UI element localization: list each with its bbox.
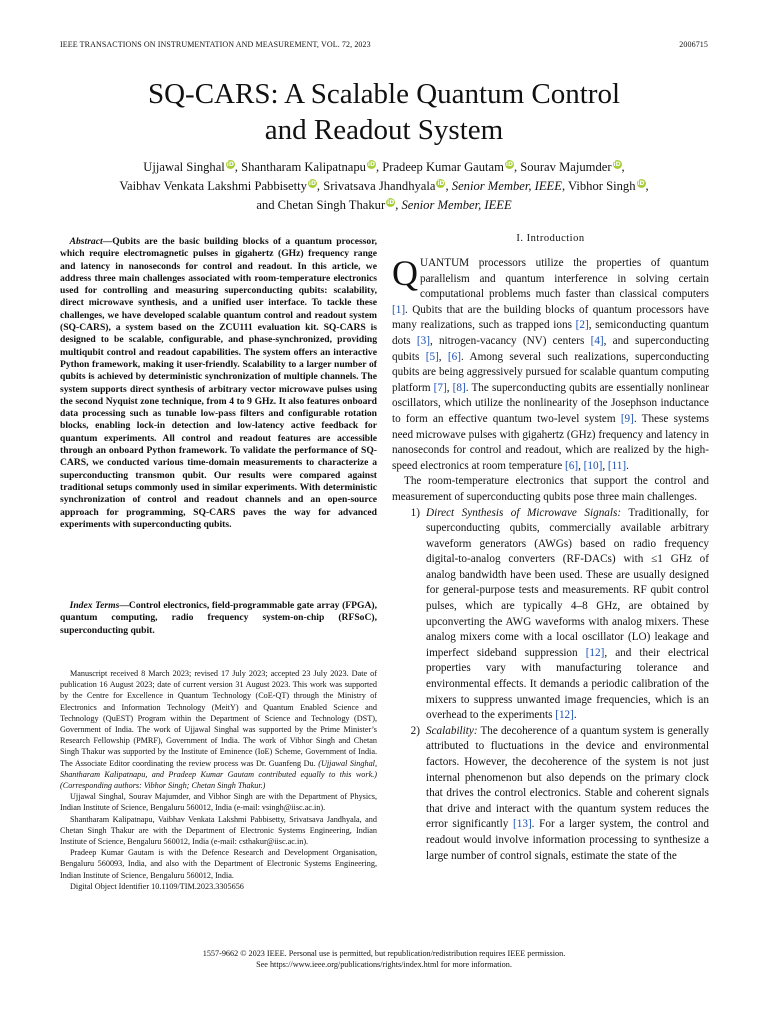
- section-heading: I. Introduction: [516, 233, 585, 244]
- author-name: Ujjawal Singhal: [143, 160, 225, 174]
- citation-link[interactable]: [11]: [607, 459, 627, 472]
- list-item-heading: Scalability:: [426, 724, 478, 737]
- author-name: Shantharam Kalipatnapu: [241, 160, 366, 174]
- footnote-manuscript: Manuscript received 8 March 2023; revised 17 July 2023; accepted 23 July 2023. Date of publication 16 August 2023; date of current version 31 August 2023. This work was supported by the Centre for Excellence in Quantum Technology (CoE-QT) through the Ministry of Electronics and Information Technology (MeitY) and Quantum Enabled Science and Technology (QuEST) Program within the Department of Science and Technology (DST), Government of India. The work of Ujjawal Singhal was supported by the Prime Minister’s Research Fellowship (PMRF), Government of India. The work of Vibhor Singh and Chetan Singh Thakur was supported by the Institute of Eminence (IoE) Scheme, Government of India. The Associate Editor coordinating the review process was Dr. Guanfeng Du. (Ujjawal Singhal, Shantharam Kalipatnapu, and Pradeep Kumar Gautam contributed equally to this work.) (Corresponding authors: Vibhor Singh; Chetan Singh Thakur.): [60, 669, 377, 791]
- orcid-icon[interactable]: iD: [613, 160, 621, 168]
- intro-paragraph: The room-temperature electronics that support the control and measurement of superconducting qubits pose three main challenges.: [392, 475, 709, 503]
- intro-paragraph: QUANTUM processors utilize the properties of quantum parallelism and quantum interference in solving certain computational problems much faster than classical computers [1]. Qubits that are the building blocks of quantum processors have many realizations, such as trapped ions [2], semiconducting quantum dots [3], nitrogen-vacancy (NV) centers [4], and superconducting qubits [5], [6]. Among several such realizations, superconducting qubits are being aggressively pursued for scalable quantum computing platform [7], [8]. The superconducting qubits are essentially nonlinear oscillators, which utilize the nonlinearity of the Josephson inductance to form an effective quantum two-level system [9]. These systems need microwave pulses with gigahertz (GHz) frequency and latency in nanoseconds for control and readout, which are realized by the high-speed electronics at room temperature [6], [10], [11].: [392, 253, 709, 472]
- citation-link[interactable]: [12]: [555, 709, 574, 722]
- index-terms-text: Control electronics, field-programmable gate array (FPGA), quantum computing, radio frequency system-on-chip (RFSoC), superconducting qubit.: [60, 600, 377, 636]
- citation-link[interactable]: [6]: [565, 459, 579, 472]
- author-name: Sourav Majumder: [520, 160, 612, 174]
- footnote-affiliation: Pradeep Kumar Gautam is with the Defence Research and Development Organisation, Bengaluru 560093, India, and also with the Department of Electronic Systems Engineering, Indian Institute of Science, Bengaluru 560012, India.: [60, 848, 377, 880]
- orcid-icon[interactable]: iD: [308, 179, 316, 187]
- citation-link[interactable]: [13]: [513, 818, 532, 831]
- author-name: Vibhor Singh: [568, 179, 636, 193]
- footnote-affiliation: Shantharam Kalipatnapu, Vaibhav Venkata Lakshmi Pabbisetty, Srivatsava Jandhyala, and Chetan Singh Thakur are with the Department of Electronic Systems Engineering, Indian Institute of Science, Bengaluru 560012, India (e-mail: csthakur@iisc.ac.in).: [60, 814, 377, 847]
- index-terms: Index Terms—Control electronics, field-programmable gate array (FPGA), quantum computing, radio frequency system-on-chip (RFSoC), superconducting qubit.: [60, 600, 377, 636]
- abstract: Abstract—Qubits are the basic building blocks of a quantum processor, which require electromagnetic pulses in gigahertz (GHz) frequency range and latency in nanoseconds for control and readout. In this article, we address three main challenges associated with room-temperature electronics used for controlling and measuring superconducting qubits: scalability, direct microwave synthesis, and a unified user interface. To tackle these challenges, we have developed scalable quantum control and readout system (SQ-CARS), a system based on the ZCU111 evaluation kit. SQ-CARS is designed to be scalable, configurable, and phase-synchronized, providing multiqubit control and readout capabilities. The system offers an interactive Python framework, making it user-friendly. Scalability to a larger number of qubits is achieved by deterministic synchronization of multiple channels. The system supports direct synthesis of arbitrary vector microwave pulses using the second Nyquist zone technique, from 4 to 9 GHz. It also features onboard data processing such as tunable low-pass filters and configurable rotation blocks, enabling lock-in detection and low-latency active feedback for quantum experiments. All control and readout features are accessible through an onboard Python framework. To validate the performance of SQ-CARS, we conducted various time-domain measurements to characterize a superconducting transmon qubit. Our results were compared against traditional setups commonly used in similar experiments. With deterministic synchronization of control and readout channels and an open-source approach for programming, SQ-CARS paves the way for advanced experiments with superconducting qubits.: [60, 236, 377, 530]
- orcid-icon[interactable]: iD: [387, 198, 395, 206]
- index-terms-label: Index Terms: [69, 600, 120, 611]
- citation-link[interactable]: [12]: [585, 646, 605, 659]
- page-number: 2006715: [679, 40, 708, 49]
- author-line-3: and Chetan Singh Thakur iD, Senior Member, IEEE: [256, 198, 512, 212]
- running-header: IEEE TRANSACTIONS ON INSTRUMENTATION AND MEASUREMENT, VOL. 72, 2023: [60, 40, 371, 49]
- orcid-icon[interactable]: iD: [437, 179, 445, 187]
- citation-link[interactable]: [2]: [575, 319, 589, 332]
- abstract-text: Qubits are the basic building blocks of a quantum processor, which require electromagnetic pulses in gigahertz (GHz) frequency range and latency in nanoseconds for control and readout. In this article, we address three main challenges associated with room-temperature electronics used for controlling and measuring superconducting qubits: scalability, direct microwave synthesis, and a unified user interface. To tackle these challenges, we have developed scalable quantum control and readout system (SQ-CARS), a system based on the ZCU111 evaluation kit. SQ-CARS is designed to be scalable, configurable, and phase-synchronized, providing multiqubit control and readout capabilities. The system offers an interactive Python framework, making it user-friendly. Scalability to a larger number of qubits is achieved by deterministic synchronization of multiple channels. The system supports direct synthesis of arbitrary vector microwave pulses using the second Nyquist zone technique, from 4 to 9 GHz. It also features onboard data processing such as tunable low-pass filters and configurable rotation blocks, enabling lock-in detection and low-latency active feedback for quantum experiments. All control and readout features are accessible through an onboard Python framework. To validate the performance of SQ-CARS, we conducted various time-domain measurements to characterize a superconducting transmon qubit. Our results were compared against traditional setups commonly used in similar experiments. With deterministic synchronization of control and readout channels and an open-source approach for programming, SQ-CARS paves the way for advanced experiments with superconducting qubits.: [60, 236, 377, 530]
- author-role: Senior Member, IEEE: [401, 198, 512, 212]
- title-line-2: and Readout System: [264, 114, 504, 146]
- author-name: Srivatsava Jhandhyala: [323, 179, 436, 193]
- citation-link[interactable]: [8]: [452, 381, 466, 394]
- introduction-body: [392, 253, 709, 864]
- citation-link[interactable]: [5]: [425, 350, 439, 363]
- author-list: [60, 158, 708, 215]
- footnotes: [60, 668, 377, 892]
- orcid-icon[interactable]: iD: [367, 160, 375, 168]
- citation-link[interactable]: [7]: [433, 381, 447, 394]
- citation-link[interactable]: [1]: [392, 303, 406, 316]
- citation-link[interactable]: [6]: [447, 350, 461, 363]
- title-line-1: SQ-CARS: A Scalable Quantum Control: [147, 78, 621, 110]
- abstract-label: Abstract: [69, 236, 103, 247]
- drop-cap: Q: [392, 253, 418, 293]
- doi: Digital Object Identifier 10.1109/TIM.2023.3305656: [70, 881, 244, 891]
- citation-link[interactable]: [9]: [620, 412, 634, 425]
- citation-link[interactable]: [4]: [590, 334, 604, 347]
- copyright-notice: 1557-9662 © 2023 IEEE. Personal use is permitted, but republication/redistribution requires IEEE permission. See https://www.ieee.org/publications/rights/index.html for more information.: [202, 949, 566, 969]
- author-name: and Chetan Singh Thakur: [256, 198, 386, 212]
- list-item: 1) Direct Synthesis of Microwave Signals: Traditionally, for superconducting qubits, commercially available arbitrary waveform generators (AWGs) based on radio frequency digital-to-analog converters (RF-DACs) with ≤1 GHz of analog bandwidth have been used. These are usually designed for general-purpose tests and measurements. RF qubit control pulses, which are typically 4–8 GHz, are obtained by upconverting the AWG waveforms with analog mixers. These analog mixers come with a local oscillator (LO) leakage and imperfect sideband suppression [12], and their electrical properties vary with manufacturing tolerance and environmental effects. It demands a periodic calibration of the mixers to suppress unwanted image frequencies, which is an overhead to the experiments [12].: [410, 506, 709, 722]
- paper-title: [0, 76, 768, 148]
- citation-link[interactable]: [10]: [583, 459, 603, 472]
- list-item-heading: Direct Synthesis of Microwave Signals:: [426, 506, 622, 519]
- author-line-2: Vaibhav Venkata Lakshmi Pabbisetty iD, Srivatsava Jhandhyala iD, Senior Member, IEEE, Vibhor Singh iD,: [119, 179, 649, 193]
- author-name: Pradeep Kumar Gautam: [382, 160, 504, 174]
- orcid-icon[interactable]: iD: [505, 160, 513, 168]
- footnote-affiliation: Ujjawal Singhal, Sourav Majumder, and Vibhor Singh are with the Department of Physics, Indian Institute of Science, Bengaluru 560012, India (e-mail: vsingh@iisc.ac.in).: [60, 792, 377, 813]
- orcid-icon[interactable]: iD: [637, 179, 645, 187]
- list-item: 2) Scalability: The decoherence of a quantum system is generally attributed to fluctuations in the device and environmental factors. However, the decoherence of the system is not just internal phenomenon but also depends on the primary clock that drives the control electronics. Stable and coherent signals that drive and interact with the quantum system reduces the error significantly [13]. For a larger system, the control and readout would involve information processing to synthesize a large number of control signals, estimate the state of the: [410, 724, 709, 862]
- author-role: Senior Member, IEEE: [451, 179, 562, 193]
- orcid-icon[interactable]: iD: [226, 160, 234, 168]
- author-name: Vaibhav Venkata Lakshmi Pabbisetty: [119, 179, 307, 193]
- citation-link[interactable]: [3]: [416, 334, 430, 347]
- author-line-1: Ujjawal Singhal iD, Shantharam Kalipatnapu iD, Pradeep Kumar Gautam iD, Sourav Majumder iD,: [143, 160, 625, 174]
